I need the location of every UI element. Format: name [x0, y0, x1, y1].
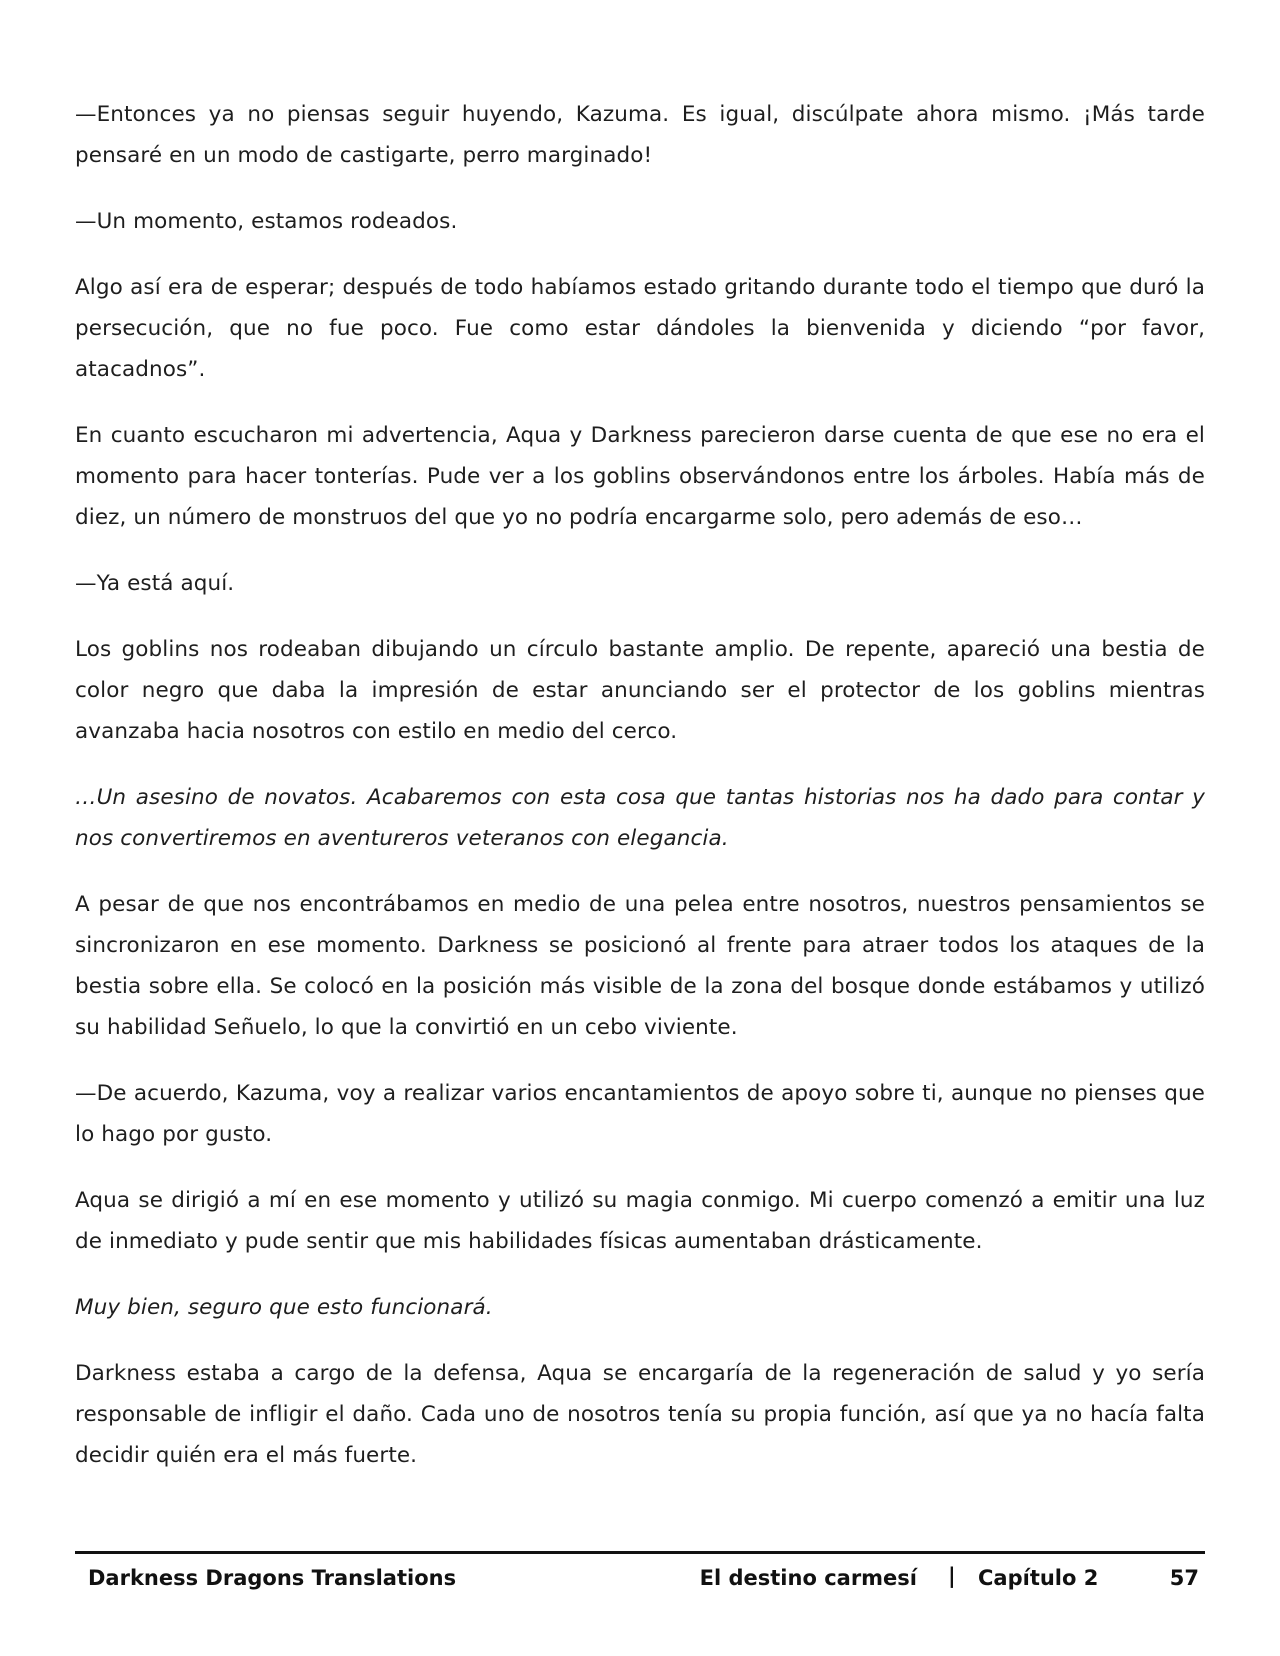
- footer-chapter: Capítulo 2: [978, 1566, 1099, 1590]
- paragraph-5: —Ya está aquí.: [75, 571, 235, 596]
- paragraph-3: Algo así era de esperar; después de todo habíamos estado gritando durante todo el tiempo que duró la persecución, que no fue poco. Fue como estar dándoles la bienvenida y diciendo “por favor, atacadnos”.: [75, 275, 1205, 382]
- paragraph-1: —Entonces ya no piensas seguir huyendo, Kazuma. Es igual, discúlpate ahora mismo. ¡Más tarde pensaré en un modo de castigarte, perro marginado!: [75, 102, 1205, 168]
- paragraph-2: —Un momento, estamos rodeados.: [75, 209, 458, 234]
- paragraph-12: Darkness estaba a cargo de la defensa, Aqua se encargaría de la regeneración de salud y yo sería responsable de infligir el daño. Cada uno de nosotros tenía su propia función, así que ya no hacía falta decidir quién era el más fuerte.: [75, 1361, 1205, 1468]
- paragraph-8: A pesar de que nos encontrábamos en medio de una pelea entre nosotros, nuestros pensamientos se sincronizaron en ese momento. Darkness se posicionó al frente para atraer todos los ataques de la bestia sobre ella. Se colocó en la posición más visible de la zona del bosque donde estábamos y utilizó su habilidad Señuelo, lo que la convirtió en un cebo viviente.: [75, 892, 1205, 1040]
- page-footer: [75, 1560, 1205, 1600]
- paragraph-6: Los goblins nos rodeaban dibujando un círculo bastante amplio. De repente, apareció una bestia de color negro que daba la impresión de estar anunciando ser el protector de los goblins mientras avanzaba hacia nosotros con estilo en medio del cerco.: [75, 637, 1205, 744]
- footer-book-title: El destino carmesí: [699, 1566, 917, 1590]
- footer-divider: [75, 1551, 1205, 1554]
- paragraph-10: Aqua se dirigió a mí en ese momento y utilizó su magia conmigo. Mi cuerpo comenzó a emitir una luz de inmediato y pude sentir que mis habilidades físicas aumentaban drásticamente.: [75, 1188, 1205, 1254]
- paragraph-11-thought: Muy bien, seguro que esto funcionará.: [75, 1295, 493, 1320]
- footer-page-number: 57: [1169, 1566, 1199, 1590]
- paragraph-7-thought: …Un asesino de novatos. Acabaremos con esta cosa que tantas historias nos ha dado para contar y nos convertiremos en aventureros veteranos con elegancia.: [75, 785, 1205, 851]
- footer-translator: Darkness Dragons Translations: [88, 1566, 457, 1590]
- page-body: [75, 94, 1205, 1501]
- paragraph-9: —De acuerdo, Kazuma, voy a realizar varios encantamientos de apoyo sobre ti, aunque no pienses que lo hago por gusto.: [75, 1081, 1205, 1147]
- paragraph-4: En cuanto escucharon mi advertencia, Aqua y Darkness parecieron darse cuenta de que ese no era el momento para hacer tonterías. Pude ver a los goblins observándonos entre los árboles. Había más de diez, un número de monstruos del que yo no podría encargarme solo, pero además de eso…: [75, 423, 1205, 530]
- footer-separator: |: [948, 1564, 956, 1588]
